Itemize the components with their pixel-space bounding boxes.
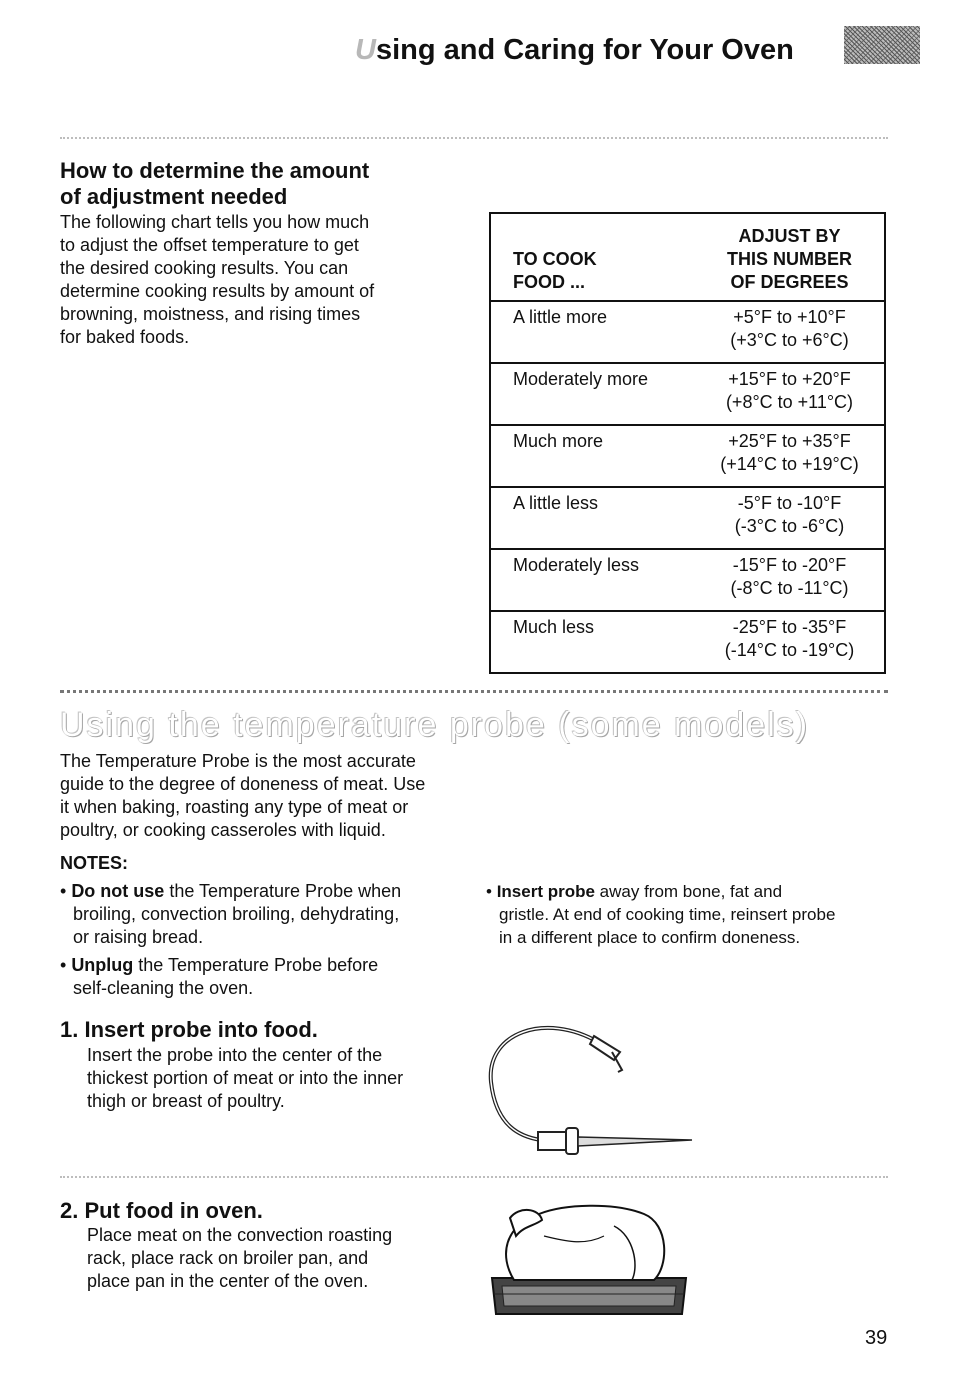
body-line: to adjust the offset temperature to get [60, 235, 359, 255]
note-line: gristle. At end of cooking time, reinsert probe [499, 905, 836, 924]
header-line: OF DEGREES [730, 272, 849, 292]
note-bold: Unplug [71, 955, 134, 975]
note-text: the Temperature Probe when [164, 881, 402, 901]
body-line: place pan in the center of the oven. [87, 1271, 369, 1291]
step-title-text: Insert probe into food. [84, 1017, 318, 1042]
value-celsius: (+8°C to +11°C) [725, 392, 854, 412]
table-header-row [490, 213, 885, 301]
step-number: 2. [60, 1198, 79, 1223]
page-header-title [355, 34, 794, 67]
note-line: • Do not use the Temperature Probe when [60, 881, 402, 901]
divider [60, 690, 888, 693]
section-title: Using the temperature probe (some models) [60, 706, 810, 744]
value-celsius: (+3°C to +6°C) [730, 330, 849, 350]
note-unplug [60, 954, 460, 1000]
table-row [490, 611, 885, 673]
header-decoration [844, 26, 920, 64]
body-line: The following chart tells you how much [60, 212, 370, 232]
body-line: poultry, or cooking casseroles with liquid. [60, 820, 386, 840]
body-line: thigh or breast of poultry. [87, 1091, 285, 1111]
body-line: rack, place rack on broiler pan, and [87, 1248, 369, 1268]
note-insert-probe [486, 880, 906, 949]
row-label: Much less [490, 611, 703, 673]
row-value [703, 425, 885, 487]
header-line: TO COOK [513, 249, 597, 269]
row-value [703, 611, 885, 673]
body-line: thickest portion of meat or into the inner [87, 1068, 404, 1088]
value-fahrenheit: -15°F to -20°F [732, 555, 847, 575]
step-1-body [87, 1044, 403, 1113]
table-row [490, 425, 885, 487]
body-line: browning, moistness, and rising times [60, 304, 361, 324]
header-line: ADJUST BY [738, 226, 841, 246]
row-value [703, 363, 885, 425]
note-text: away from bone, fat and [594, 882, 783, 901]
row-value [703, 487, 885, 549]
value-fahrenheit: -5°F to -10°F [737, 493, 842, 513]
value-celsius: (-8°C to -11°C) [730, 578, 849, 598]
note-bold: Insert probe [496, 882, 595, 901]
divider [60, 1176, 888, 1178]
adjustment-table [489, 212, 886, 674]
step-2-title [60, 1198, 263, 1224]
value-fahrenheit: +15°F to +20°F [728, 369, 851, 389]
row-label: A little less [490, 487, 703, 549]
row-label: A little more [490, 301, 703, 363]
row-value [703, 301, 885, 363]
adjustment-heading-line: of adjustment needed [60, 184, 288, 209]
adjustment-heading-line: How to determine the amount [60, 158, 370, 183]
step-1-title [60, 1017, 318, 1043]
header-title-initial: U [355, 34, 376, 66]
note-line: in a different place to confirm doneness. [499, 928, 801, 947]
header-title-text: sing and Caring for Your Oven [375, 34, 794, 66]
header-line: FOOD ... [513, 272, 585, 292]
body-line: guide to the degree of doneness of meat. Use [60, 774, 426, 794]
step-number: 1. [60, 1017, 79, 1042]
probe-intro [60, 750, 425, 842]
body-line: determine cooking results by amount of [60, 281, 375, 301]
table-row [490, 549, 885, 611]
value-fahrenheit: -25°F to -35°F [732, 617, 847, 637]
row-label: Moderately less [490, 549, 703, 611]
adjustment-heading [60, 158, 369, 210]
body-line: for baked foods. [60, 327, 190, 347]
table-header-food [490, 213, 703, 301]
row-value [703, 549, 885, 611]
body-line: the desired cooking results. You can [60, 258, 349, 278]
step-2-body [87, 1224, 392, 1293]
table-row [490, 363, 885, 425]
temperature-probe-illustration [486, 1012, 701, 1164]
note-line: • Unplug the Temperature Probe before [60, 955, 379, 975]
body-line: Insert the probe into the center of the [87, 1045, 383, 1065]
value-celsius: (-3°C to -6°C) [734, 516, 845, 536]
value-fahrenheit: +5°F to +10°F [733, 307, 846, 327]
value-celsius: (+14°C to +19°C) [720, 454, 859, 474]
value-celsius: (-14°C to -19°C) [724, 640, 855, 660]
row-label: Much more [490, 425, 703, 487]
divider [60, 137, 888, 139]
page-number: 39 [865, 1327, 888, 1349]
roast-in-pan-illustration [484, 1196, 694, 1324]
note-text: the Temperature Probe before [133, 955, 379, 975]
body-line: Place meat on the convection roasting [87, 1225, 393, 1245]
table-row [490, 487, 885, 549]
table-row [490, 301, 885, 363]
note-line: or raising bread. [73, 927, 204, 947]
header-line: THIS NUMBER [727, 249, 852, 269]
note-line: • Insert probe away from bone, fat and [486, 882, 783, 901]
value-fahrenheit: +25°F to +35°F [728, 431, 851, 451]
notes-label: NOTES: [60, 853, 129, 873]
body-line: it when baking, roasting any type of meat or [60, 797, 409, 817]
step-title-text: Put food in oven. [84, 1198, 263, 1223]
adjustment-body [60, 211, 374, 349]
body-line: The Temperature Probe is the most accurate [60, 751, 416, 771]
table-header-degrees [703, 213, 885, 301]
note-do-not-use [60, 880, 460, 949]
row-label: Moderately more [490, 363, 703, 425]
note-line: self-cleaning the oven. [73, 978, 254, 998]
note-bold: Do not use [71, 881, 165, 901]
note-line: broiling, convection broiling, dehydrating, [73, 904, 400, 924]
